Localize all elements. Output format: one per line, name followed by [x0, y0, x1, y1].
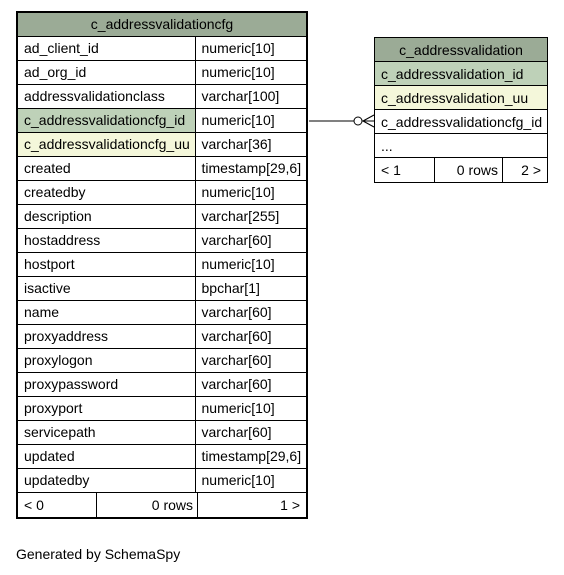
column-name[interactable]: createdby — [17, 180, 195, 204]
column-name[interactable]: c_addressvalidationcfg_id — [17, 108, 195, 132]
column-name[interactable]: proxypassword — [17, 372, 195, 396]
column-name[interactable]: hostport — [17, 252, 195, 276]
zero-marker — [354, 117, 362, 125]
column-name[interactable]: description — [17, 204, 195, 228]
generated-by-credit: Generated by SchemaSpy — [16, 546, 181, 562]
crow-foot-upper — [363, 115, 374, 121]
column-type: bpchar[1] — [195, 276, 307, 300]
crow-foot-lower — [363, 121, 374, 127]
column-type: varchar[60] — [195, 348, 307, 372]
column-type: varchar[100] — [195, 84, 307, 108]
column-name[interactable]: isactive — [17, 276, 195, 300]
column-name[interactable]: hostaddress — [17, 228, 195, 252]
column-name[interactable]: ad_client_id — [17, 36, 195, 60]
column-type: numeric[10] — [195, 252, 307, 276]
column-type: varchar[60] — [195, 228, 307, 252]
column-type: numeric[10] — [195, 396, 307, 420]
parents-count: < 1 — [375, 158, 435, 182]
column-name[interactable]: servicepath — [17, 420, 195, 444]
column-type: varchar[60] — [195, 324, 307, 348]
column-name[interactable]: addressvalidationclass — [17, 84, 195, 108]
column-name[interactable]: proxyport — [17, 396, 195, 420]
column-name[interactable]: name — [17, 300, 195, 324]
row-count: 0 rows — [435, 158, 503, 182]
column-name[interactable]: updated — [17, 444, 195, 468]
column-type: varchar[60] — [195, 420, 307, 444]
row-count: 0 rows — [97, 493, 198, 517]
column-type: numeric[10] — [195, 36, 307, 60]
column-type: timestamp[29,6] — [195, 444, 307, 468]
column-type: numeric[10] — [195, 108, 307, 132]
column-type: numeric[10] — [195, 468, 307, 492]
column-type: varchar[60] — [195, 372, 307, 396]
column-type: numeric[10] — [195, 60, 307, 84]
column-type: varchar[36] — [195, 132, 307, 156]
table-title[interactable]: c_addressvalidation — [375, 38, 548, 62]
column-name[interactable]: c_addressvalidation_uu — [375, 86, 548, 110]
column-name[interactable]: ad_org_id — [17, 60, 195, 84]
column-name[interactable]: ... — [375, 134, 548, 158]
column-name[interactable]: created — [17, 156, 195, 180]
column-name[interactable]: c_addressvalidation_id — [375, 62, 548, 86]
children-count: 1 > — [280, 496, 300, 513]
children-count: 2 > — [521, 162, 541, 178]
column-name[interactable]: proxylogon — [17, 348, 195, 372]
table-title[interactable]: c_addressvalidationcfg — [17, 12, 307, 36]
column-type: numeric[10] — [195, 180, 307, 204]
column-name[interactable]: updatedby — [17, 468, 195, 492]
parents-count: < 0 — [18, 493, 97, 517]
column-name[interactable]: c_addressvalidationcfg_id — [375, 110, 548, 134]
column-type: varchar[255] — [195, 204, 307, 228]
column-type: varchar[60] — [195, 300, 307, 324]
column-type: timestamp[29,6] — [195, 156, 307, 180]
column-name[interactable]: proxyaddress — [17, 324, 195, 348]
column-name[interactable]: c_addressvalidationcfg_uu — [17, 132, 195, 156]
